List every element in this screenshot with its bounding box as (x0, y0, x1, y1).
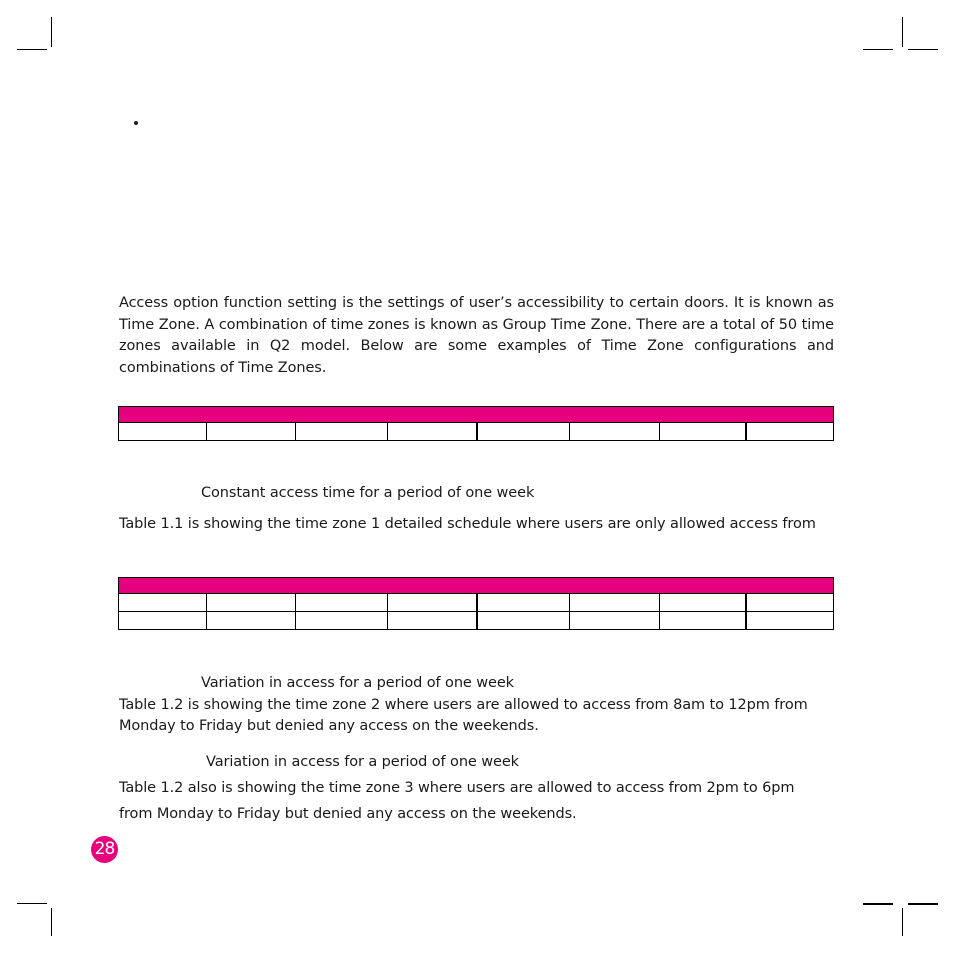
table-cell (747, 612, 833, 629)
crop-mark (908, 903, 938, 905)
table-cell (478, 594, 570, 611)
crop-mark (17, 49, 47, 50)
table-cell (747, 423, 833, 440)
table-cell (207, 423, 296, 440)
crop-mark (902, 908, 903, 936)
crop-mark (908, 49, 938, 50)
table-2-description-line-2: Monday to Friday but denied any access on the weekends. (119, 718, 539, 734)
table-header-bar (118, 577, 834, 594)
time-zone-table-1 (118, 406, 834, 441)
table-3-description-line-2: from Monday to Friday but denied any access on the weekends. (119, 806, 577, 822)
table-cell (119, 594, 207, 611)
table-cell (570, 612, 660, 629)
table-cell (296, 594, 388, 611)
table-cell (296, 612, 388, 629)
table-cell (388, 423, 478, 440)
table-3-description-line-1: Table 1.2 also is showing the time zone 3 where users are allowed to access from 2pm to 6pm (119, 780, 795, 796)
crop-mark (863, 49, 893, 50)
table-row (118, 423, 834, 441)
table-cell (119, 423, 207, 440)
table-cell (660, 612, 747, 629)
table-2-description-line-1: Table 1.2 is showing the time zone 2 where users are allowed to access from 8am to 12pm from (119, 697, 808, 713)
table-cell (478, 612, 570, 629)
table-row (118, 594, 834, 612)
table-cell (660, 594, 747, 611)
table-cell (207, 612, 296, 629)
table-cell (478, 423, 570, 440)
crop-mark (17, 903, 47, 904)
caption-3: Variation in access for a period of one week (206, 754, 519, 770)
page-number-badge: 28 (91, 836, 118, 863)
intro-paragraph: Access option function setting is the settings of user’s accessibility to certain doors. It is known as Time Zone. A combination of time zones is known as Group Time Zone. There are a total of 50 time zones available in Q2 model. Below are some examples of Time Zone configurations and combinations of Time Zones. (119, 295, 834, 376)
table-cell (747, 594, 833, 611)
crop-mark (51, 17, 52, 47)
crop-mark (902, 17, 903, 47)
table-1-description: Table 1.1 is showing the time zone 1 detailed schedule where users are only allowed access from (119, 516, 816, 532)
table-cell (660, 423, 747, 440)
crop-mark (51, 908, 52, 936)
table-cell (119, 612, 207, 629)
table-cell (388, 612, 478, 629)
caption-2: Variation in access for a period of one week (201, 675, 514, 691)
table-cell (207, 594, 296, 611)
table-header-bar (118, 406, 834, 423)
table-row (118, 612, 834, 630)
table-cell (570, 423, 660, 440)
time-zone-table-2 (118, 577, 834, 630)
table-cell (388, 594, 478, 611)
caption-1: Constant access time for a period of one week (201, 485, 535, 501)
crop-mark (863, 903, 893, 905)
table-cell (570, 594, 660, 611)
bullet-point (134, 121, 138, 125)
table-cell (296, 423, 388, 440)
